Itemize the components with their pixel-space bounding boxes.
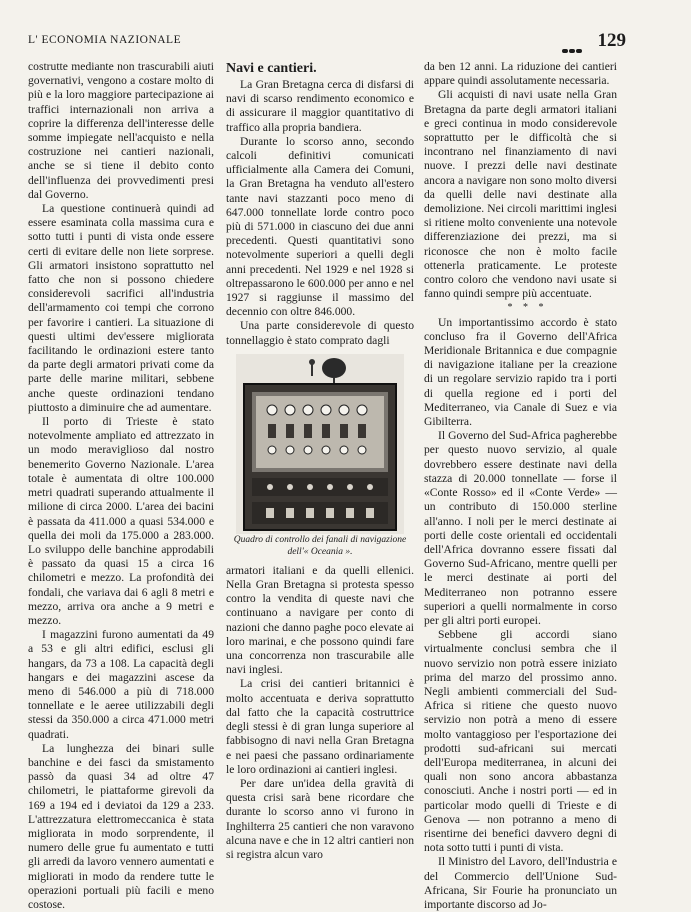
paragraph: Il Ministro del Lavoro, dell'Industria e del Commercio dell'Unione Sud-Africana, Sir Fourie ha pronunciato un importante discorso ad Jo- [424, 855, 617, 911]
figure-caption: Quadro di controllo dei fanali di navigazione dell'« Oceania ». [233, 534, 407, 557]
page-number: 129 [597, 30, 626, 51]
paragraph: I magazzini furono aumentati da 49 a 53 e gli altri edifici, esclusi gli hangars, da 73 a 108. La capacità degli hangars e dei magazzini ascese da meno di 546.000 a più di 718.000 tonnellate e le aeree utilizzabili degli stessi da 350.000 a circa 471.000 metri quadrati. [28, 628, 214, 741]
paragraph: costrutte mediante non trascurabili aiuti governativi, vengono a costare molto di più e la loro maggiore partecipazione ai traffici internazionali non arriva a coprire la differenza dell'interesse delle somme impiegate nell'acquisto e nella costruzione nei cantieri nazionali, anche se si tiene il debito conto dell'influenza dei provvedimenti presi dal Governo. [28, 60, 214, 201]
paragraph: La lunghezza dei binari sulle banchine e dei fasci da smistamento passò da quasi 34 ad oltre 47 chilometri, le piattaforme girevoli da 169 a 194 ed i deviatoi da 129 a 233. L'attrezzatura elettromeccanica è stata migliorata in modo sorprendente, il numero delle grue fu aumentato e tutti gli arredi da lavoro vennero aumentati e migliorati in modo da rendere tutte le operazioni portuali più facili e meno costose. [28, 741, 214, 911]
paragraph: armatori italiani e da quelli ellenici. Nella Gran Bretagna si protesta spesso contro la vendita di queste navi che continuano a navigare per conto di nazioni che danno paghe poco elevate ai loro marinai, e che possono quindi fare una concorrenza non trascurabile alle navi inglesi. [226, 563, 414, 677]
paragraph: Durante lo scorso anno, secondo calcoli definitivi comunicati ufficialmente alla Camera dei Comuni, la Gran Bretagna ha venduto all'estero tante navi stazzanti poco meno di 647.000 tonnellate lorde contro poco più di 571.000 in ciascuno dei due anni precedenti. Questi quantitativi sono notevolmente superiori a quelli degli anni precedenti. Nel 1929 e nel 1928 si oltrepassarono le 600.000 per anno e nel 1927 si raggiunse il massimo del decennio con oltre 846.000. [226, 134, 414, 319]
paragraph: Sebbene gli accordi siano virtualmente conclusi sembra che il nuovo servizio non potrà essere iniziato prima del marzo del prossimo anno. Negli ambienti commerciali del Sud-Africa si ritiene che questo nuovo servizio non potrà a meno di essere molto vantaggioso per l'esportazione dei prodotti sud-africani sui mercati dell'Europa mediterranea, in alcuni dei quali non sono ancora abbastanza conosciuti. Anche i nostri porti — ed in particolar modo quelli di Trieste e di Genova — non potranno a meno di risentirne dei benefici davvero degni di nota sotto tutti i punti di vista. [424, 628, 617, 855]
paragraph: Il Governo del Sud-Africa pagherebbe per questo nuovo servizio, al quale dovrebbero essere destinate navi della stazza di 20.000 tonnellate — forse il «Conte Rosso» ed il «Conte Verde» — un contributo di 150.000 sterline all'anno. I noli per le merci destinate ai porti delle coste orientali ed occidentali dell'Africa dovranno essere fissati dal Governo Sud-Africano, mentre quelli per le merci destinate ai porti del Mediterraneo non potranno essere superiori a quelli normalmente in corso per gli altri porti europei. [424, 429, 617, 627]
paragraph: La questione continuerà quindi ad essere esaminata colla massima cura e sotto tutti i punti di vista onde essere certi di evitare delle non liete sorprese. Gli armatori insistono soprattutto nel fatto che non si possono chiedere considerevoli sacrifici all'industria dell'armamento coi tempi che corrono per favorire i cantieri. La situazione di questi ultimi dev'essere migliorata facilitando le ordinazioni estere tanto da parte degli armatori privati come da parte delle marine militari, sebbene anche queste ordinazioni tendano piuttosto a diminuire che ad aumentare. [28, 202, 214, 414]
control-panel-photo [236, 354, 404, 534]
paragraph: Per dare un'idea della gravità di questa crisi sarà bene ricordare che durante lo scorso anno vi furono in Inghilterra 25 cantieri che non varavono alcuna nave e che in 12 altri cantieri non si registra alcun varo [226, 776, 414, 861]
paragraph: La Gran Bretagna cerca di disfarsi di navi di scarso rendimento economico e di assicurare il maggior quantitativo di traffico alla propria bandiera. [226, 78, 414, 134]
paragraph: Un importantissimo accordo è stato concluso fra il Governo dell'Africa Meridionale Britannica e due compagnie di navigazione italiane per la creazione di un regolare servizio rapido tra i porti di quella regione ed i porti del Mediterraneo, via Canale di Suez e via Gibilterra. [424, 315, 617, 429]
page-header [28, 30, 626, 54]
paragraph: Il porto di Trieste è stato notevolmente ampliato ed attrezzato in un modo meraviglioso dal nostro benemerito Governo Nazionale. L'area totale è aumentata di oltre 100.000 metri quadrati superando attualmente il milione di circa 2000. L'area dei bacini è passata da 411.000 a quasi 534.000 e quella dei moli da 175.000 a 283.000. Lo sviluppo delle banchine approdabili è passato da quasi 15 a circa 16 chilometri e mezzo. La profondità dei fondali, che variava dai 6 agli 8 metri e mezzo, arriva ora anche a 9 metri e mezzo. [28, 415, 214, 627]
column-3 [424, 60, 617, 912]
paragraph: La crisi dei cantieri britannici è molto accentuata e deriva soprattutto dal fatto che la capacità costruttrice degli stessi è di gran lunga superiore al fabbisogno di navi nella Gran Bretagna e nei paesi che passano ordinariamente le loro ordinazioni ai cantieri inglesi. [226, 677, 414, 776]
figure [226, 354, 414, 558]
section-separator: * * * [507, 302, 548, 314]
section-title: Navi e cantieri. [226, 61, 317, 76]
column-2 [226, 60, 414, 862]
paragraph: da ben 12 anni. La riduzione dei cantieri appare quindi assolutamente necessaria. [424, 60, 617, 88]
column-1 [28, 60, 214, 912]
ornament-icon [562, 40, 586, 46]
paragraph: Gli acquisti di navi usate nella Gran Bretagna da parte degli armatori italiani e greci continua in modo considerevole soprattutto per le difficoltà che si incontrano nel finanziamento di navi nuove. I prezzi delle navi destinate ancora a navigare non sono molto diversi da quelli delle navi destinate alla demolizione. Nei circoli marittimi inglesi si ritiene molto conveniente una notevole differenziazione dei prezzi, ma si riconosce che non è molto facile ottenerla praticamente. Le proteste contro coloro che vendono navi usate si fanno quindi sempre più accentuate. [424, 88, 617, 301]
running-head: L' ECONOMIA NAZIONALE [28, 34, 182, 46]
paragraph: Una parte considerevole di questo tonnellaggio è stato comprato dagli [226, 319, 414, 347]
